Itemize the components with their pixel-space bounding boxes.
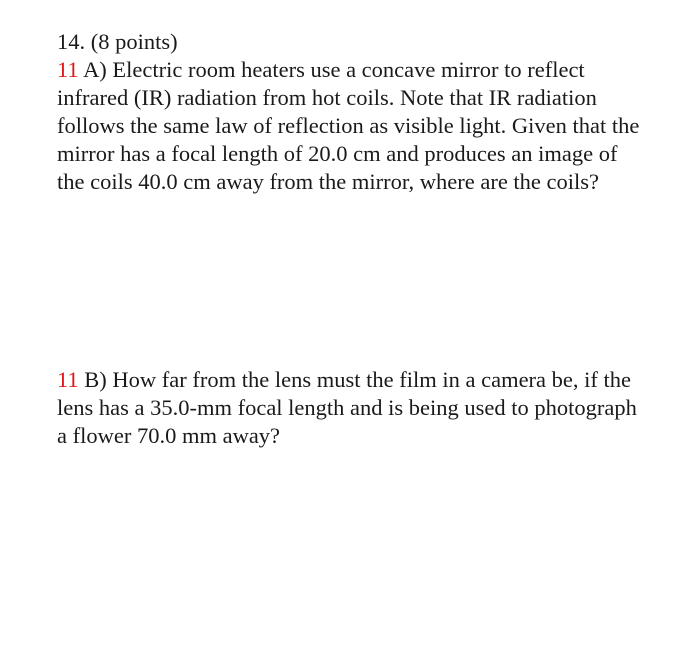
- part-a-line-3: follows the same law of reflection as visible light. Given that the: [57, 113, 640, 138]
- part-b-number: 11: [57, 367, 79, 392]
- part-b-line-2: lens has a 35.0-mm focal length and is being used to photograph: [57, 395, 637, 420]
- part-a-line-4: mirror has a focal length of 20.0 cm and produces an image of: [57, 141, 618, 166]
- part-a-number: 11: [57, 57, 79, 82]
- part-a-line-5: the coils 40.0 cm away from the mirror, where are the coils?: [57, 169, 600, 194]
- part-a-line-2: infrared (IR) radiation from hot coils. Note that IR radiation: [57, 85, 597, 110]
- question-header: 14. (8 points): [57, 29, 178, 54]
- part-b-line-1: 11 B) How far from the lens must the film in a camera be, if the: [57, 367, 631, 392]
- part-b-line-3: a flower 70.0 mm away?: [57, 423, 281, 448]
- part-a-line-1: 11 A) Electric room heaters use a concave mirror to reflect: [57, 57, 585, 82]
